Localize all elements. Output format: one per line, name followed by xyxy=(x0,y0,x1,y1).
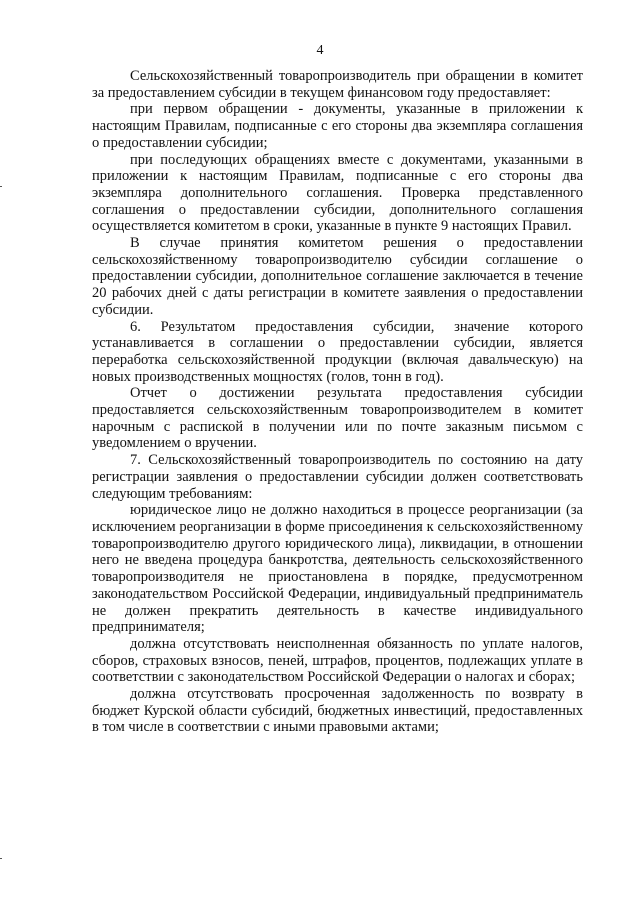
paragraph-agreement-conclusion: В случае принятия комитетом решения о предоставлении сельскохозяйственному товаропроизводителю субсидии соглашение о предоставлении субсидии, дополнительное соглашение заключается в течение 20 рабочих дней с даты регистрации в комитете заявления о предоставлении субсидии. xyxy=(92,235,583,318)
paragraph-first-application: при первом обращении - документы, указанные в приложении к настоящим Правилам, подписанные с его стороны два экземпляра соглашения о предоставлении субсидии; xyxy=(92,101,583,151)
paragraph-item-6-result: 6. Результатом предоставления субсидии, значение которого устанавливается в соглашении о предоставлении субсидии, является переработка сельскохозяйственной продукции (включая давальческую) на новых производственных мощностях (голов, тонн в год). xyxy=(92,318,583,385)
paragraph-requirement-taxes: должна отсутствовать неисполненная обязанность по уплате налогов, сборов, страховых взносов, пеней, штрафов, процентов, подлежащих уплате в соответствии с законодательством Российской Федерации о налогах и сборах; xyxy=(92,635,583,686)
paragraph-requirement-debt: должна отсутствовать просроченная задолженность по возврату в бюджет Курской области субсидий, бюджетных инвестиций, предоставленных в том числе в соответствии с иными правовыми актами; xyxy=(92,686,583,736)
scan-edge-mark xyxy=(0,186,2,187)
document-body xyxy=(92,68,583,736)
paragraph-item-7-requirements: 7. Сельскохозяйственный товаропроизводитель по состоянию на дату регистрации заявления о предоставлении субсидии должен соответствовать следующим требованиям: xyxy=(92,452,583,502)
page-number: 4 xyxy=(316,43,324,58)
scan-edge-mark xyxy=(0,858,2,859)
paragraph-intro: Сельскохозяйственный товаропроизводитель при обращении в комитет за предоставлением субсидии в текущем финансовом году предоставляет: xyxy=(92,68,583,101)
paragraph-subsequent-applications: при последующих обращениях вместе с документами, указанными в приложении к настоящим Правилам, подписанные с его стороны два экземпляра дополнительного соглашения. Проверка представленного соглашения о предоставлении субсидии, дополнительного соглашения осуществляется комитетом в сроки, указанные в пункте 9 настоящих Правил. xyxy=(92,151,583,235)
paragraph-requirement-reorganization: юридическое лицо не должно находиться в процессе реорганизации (за исключением реорганизации в форме присоединения к сельскохозяйственному товаропроизводителю другого юридического лица), ликвидации, в отношении него не введена процедура банкротства, деятельность сельскохозяйственного товаропроизводителя не приостановлена в порядке, предусмотренном законодательством Российской Федерации, индивидуальный предприниматель не должен прекратить деятельность в качестве индивидуального предпринимателя; xyxy=(92,502,583,636)
paragraph-report: Отчет о достижении результата предоставления субсидии предоставляется сельскохозяйственным товаропроизводителем в комитет нарочным с распиской в получении или по почте заказным письмом с уведомлением о вручении. xyxy=(92,385,583,452)
